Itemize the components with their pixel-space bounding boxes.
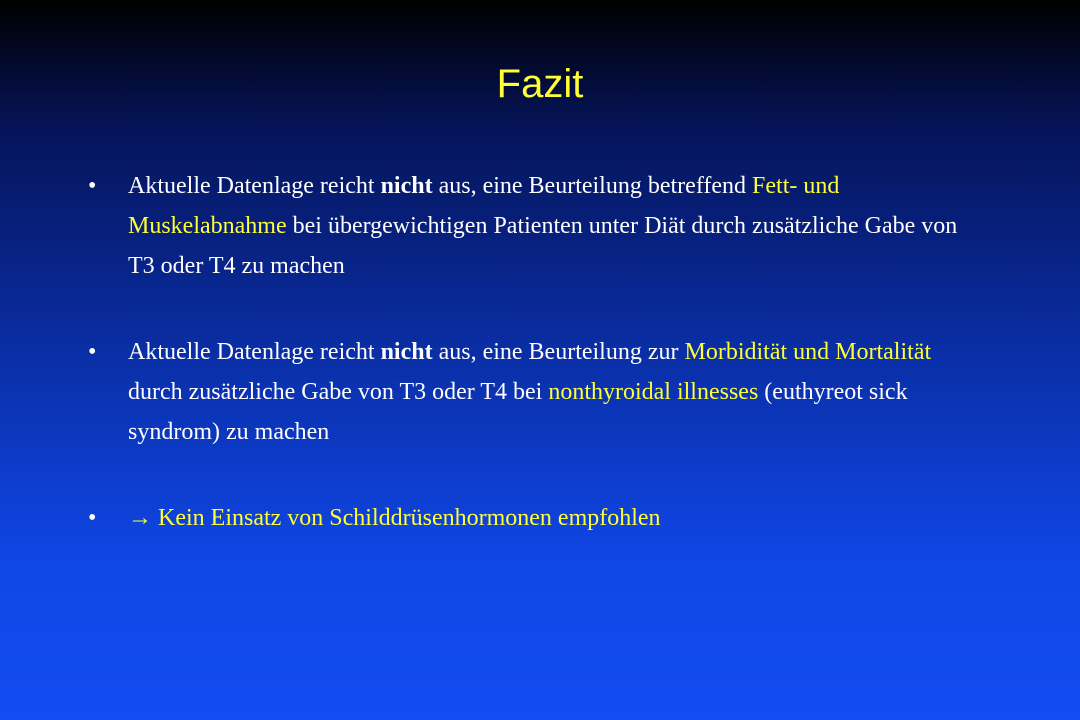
text-segment: Aktuelle Datenlage reicht: [128, 339, 381, 365]
text-segment: Aktuelle Datenlage reicht: [128, 173, 381, 199]
text-segment: (euthyreot sick syndrom) zu machen: [128, 379, 908, 445]
text-segment: aus, eine Beurteilung zur: [432, 339, 685, 365]
text-segment: aus, eine Beurteilung betreffend: [432, 173, 753, 199]
bullet-item-conclusion: [88, 498, 988, 538]
bullet-icon: •: [88, 505, 97, 531]
bullet-list: [88, 166, 988, 538]
highlight-fett-muskelabnahme: Fett- und Muskelabnahme: [128, 173, 840, 239]
highlight-nonthyroidal-illnesses: nonthyroidal illnesses: [548, 379, 759, 405]
emphasis-nicht: nicht: [380, 339, 433, 365]
text-segment: durch zusätzliche Gabe von T3 oder T4 bei: [128, 379, 549, 405]
slide-title: Fazit: [496, 62, 584, 106]
bullet-text: [128, 173, 957, 279]
bullet-item-datenlage-fett: [88, 166, 988, 286]
bullet-text: [128, 339, 931, 445]
emphasis-nicht: nicht: [380, 173, 433, 199]
bullet-icon: •: [88, 339, 97, 365]
bullet-item-datenlage-morbiditaet: [88, 332, 988, 452]
highlight-morbiditaet-mortalitaet: Morbidität und Mortalität: [684, 339, 932, 365]
bullet-icon: •: [88, 173, 97, 199]
conclusion-text: → Kein Einsatz von Schilddrüsenhormonen empfohlen: [128, 505, 661, 531]
text-segment: bei übergewichtigen Patienten unter Diät durch zusätzliche Gabe von T3 oder T4 zu machen: [128, 213, 958, 279]
